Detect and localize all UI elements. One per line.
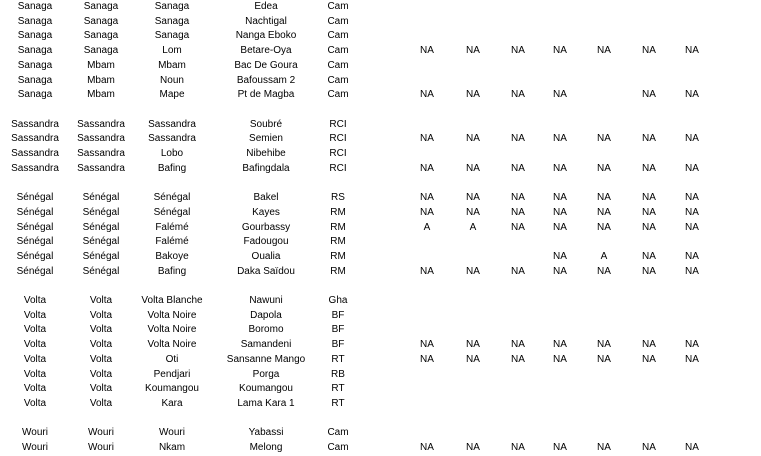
value-8-cell — [676, 162, 761, 176]
river-cell: Sassandra — [148, 133, 196, 145]
value-6-cell: NA — [642, 265, 656, 277]
basin-cell: Volta — [23, 383, 47, 395]
value-8-cell — [676, 294, 761, 308]
sub-basin-cell: Volta — [89, 339, 113, 351]
country-cell: Gha — [328, 295, 348, 306]
value-2-cell: NA — [466, 192, 480, 204]
station-cell: Samandeni — [240, 339, 292, 351]
value-7-cell: NA — [685, 265, 699, 277]
value-3-cell: NA — [511, 265, 525, 277]
value-3-cell: NA — [511, 133, 525, 145]
value-8-cell — [676, 338, 761, 352]
station-cell: Yabassi — [248, 427, 284, 439]
value-8-cell — [676, 397, 761, 411]
river-cell: Oti — [165, 353, 179, 365]
river-cell: Volta Noire — [147, 309, 197, 321]
value-1-cell: NA — [420, 442, 434, 453]
value-7-cell: NA — [685, 221, 699, 233]
country-cell: BF — [331, 339, 345, 351]
table-row — [0, 162, 761, 176]
table-row — [0, 29, 761, 43]
station-cell: Bakel — [253, 192, 279, 204]
value-3-cell: NA — [511, 206, 525, 218]
river-cell: Sanaga — [154, 30, 190, 42]
sub-basin-cell: Mbam — [87, 59, 115, 71]
value-4-cell: NA — [553, 353, 567, 365]
blank-row — [0, 103, 761, 117]
value-8-cell — [676, 412, 761, 426]
basin-cell: Sanaga — [17, 1, 53, 12]
value-1-cell: NA — [420, 206, 434, 218]
sub-basin-cell: Volta — [89, 309, 113, 321]
station-cell: Bac De Goura — [234, 59, 298, 71]
value-6-cell: NA — [642, 162, 656, 174]
value-7-cell: NA — [685, 206, 699, 218]
table-row — [0, 235, 761, 249]
table-row — [0, 88, 761, 102]
value-5-cell: A — [600, 250, 608, 262]
value-3-cell: NA — [511, 339, 525, 351]
value-6-cell: NA — [642, 89, 656, 101]
basin-cell: Volta — [23, 339, 47, 351]
table-row — [0, 265, 761, 279]
station-cell: Semien — [249, 133, 283, 145]
river-cell: Falémé — [155, 221, 189, 233]
value-2-cell: NA — [466, 162, 480, 174]
sub-basin-cell: Volta — [89, 295, 113, 306]
station-cell: Sansanne Mango — [226, 353, 306, 365]
value-8-cell — [676, 176, 761, 190]
value-8-cell — [676, 15, 761, 29]
country-cell: BF — [331, 324, 345, 336]
station-cell: Nachtigal — [245, 15, 287, 27]
station-cell: Koumangou — [239, 383, 293, 395]
value-2-cell: NA — [466, 353, 480, 365]
value-8-cell — [676, 103, 761, 117]
value-7-cell: NA — [685, 339, 699, 351]
value-2-cell: NA — [466, 206, 480, 218]
value-5-cell: NA — [597, 353, 611, 365]
river-cell: Noun — [160, 74, 184, 86]
value-5-cell: NA — [597, 339, 611, 351]
sub-basin-cell: Sénégal — [82, 221, 120, 233]
sub-basin-cell: Volta — [89, 383, 113, 395]
river-cell: Sénégal — [153, 206, 191, 218]
basin-cell: Volta — [23, 324, 47, 336]
value-8-cell — [676, 0, 761, 14]
table-row — [0, 191, 761, 205]
value-3-cell: NA — [511, 353, 525, 365]
country-cell: RCI — [329, 148, 347, 159]
value-3-cell: NA — [511, 442, 525, 453]
station-cell: Bafingdala — [242, 162, 290, 174]
country-cell: Cam — [327, 30, 349, 42]
station-cell: Nibehibe — [246, 148, 286, 159]
value-1-cell: NA — [420, 339, 434, 351]
station-cell: Betare-Oya — [240, 45, 292, 57]
table-row — [0, 44, 761, 58]
value-2-cell: NA — [466, 442, 480, 453]
river-cell: Falémé — [155, 236, 189, 248]
station-cell: Kayes — [252, 206, 280, 218]
river-cell: Koumangou — [145, 383, 199, 395]
sub-basin-cell: Sanaga — [83, 45, 119, 57]
river-cell: Bafing — [157, 162, 187, 174]
table-row — [0, 338, 761, 352]
value-4-cell: NA — [553, 162, 567, 174]
value-5-cell: NA — [597, 45, 611, 57]
sub-basin-cell: Mbam — [87, 74, 115, 86]
river-cell: Nkam — [158, 442, 186, 453]
sub-basin-cell: Sénégal — [82, 250, 120, 262]
river-cell: Kara — [161, 397, 183, 409]
value-2-cell: NA — [466, 45, 480, 57]
value-1-cell: NA — [420, 133, 434, 145]
value-6-cell: NA — [642, 221, 656, 233]
value-8-cell — [676, 309, 761, 323]
basin-cell: Volta — [23, 368, 47, 380]
sub-basin-cell: Volta — [89, 353, 113, 365]
value-8-cell — [676, 206, 761, 220]
value-5-cell: NA — [597, 442, 611, 453]
value-8-cell — [676, 382, 761, 396]
country-cell: RCI — [329, 162, 347, 174]
station-cell: Melong — [249, 442, 283, 453]
basin-cell: Sanaga — [17, 15, 53, 27]
value-6-cell: NA — [642, 133, 656, 145]
basin-cell: Sanaga — [17, 45, 53, 57]
value-7-cell: NA — [685, 250, 699, 262]
river-cell: Mape — [159, 89, 185, 101]
value-8-cell — [676, 147, 761, 161]
basin-cell: Sénégal — [16, 206, 54, 218]
value-2-cell: NA — [466, 133, 480, 145]
country-cell: RS — [331, 192, 345, 204]
table-row — [0, 250, 761, 264]
value-8-cell — [676, 368, 761, 382]
sub-basin-cell: Sassandra — [77, 162, 125, 174]
basin-cell: Sassandra — [11, 118, 59, 130]
basin-cell: Wouri — [22, 427, 48, 439]
river-cell: Pendjari — [153, 368, 191, 380]
value-4-cell: NA — [553, 265, 567, 277]
country-cell: Cam — [327, 45, 349, 57]
river-cell: Sassandra — [148, 118, 196, 130]
basin-cell: Sénégal — [16, 265, 54, 277]
value-5-cell: NA — [597, 133, 611, 145]
basin-cell: Sanaga — [17, 30, 53, 42]
value-7-cell: NA — [685, 162, 699, 174]
value-8-cell — [676, 323, 761, 337]
value-8-cell — [676, 132, 761, 146]
country-cell: RM — [330, 236, 346, 248]
basin-cell: Wouri — [22, 442, 48, 453]
value-4-cell: NA — [553, 133, 567, 145]
country-cell: Cam — [327, 442, 349, 453]
value-6-cell: NA — [642, 45, 656, 57]
blank-row — [0, 412, 761, 426]
value-5-cell: NA — [597, 192, 611, 204]
station-cell: Nawuni — [249, 295, 283, 306]
basin-cell: Sanaga — [17, 59, 53, 71]
river-cell: Volta Noire — [147, 324, 197, 336]
table-row — [0, 353, 761, 367]
value-4-cell: NA — [553, 206, 567, 218]
value-4-cell: NA — [553, 339, 567, 351]
river-cell: Sénégal — [153, 192, 191, 204]
value-8-cell — [676, 74, 761, 88]
value-8-cell — [676, 265, 761, 279]
value-6-cell: NA — [642, 442, 656, 453]
basin-cell: Sassandra — [11, 148, 59, 159]
station-cell: Daka Saïdou — [237, 265, 295, 277]
sub-basin-cell: Sénégal — [82, 206, 120, 218]
sub-basin-cell: Mbam — [87, 89, 115, 101]
value-5-cell: NA — [597, 162, 611, 174]
river-cell: Volta Blanche — [141, 295, 203, 306]
value-8-cell — [676, 88, 761, 102]
value-8-cell — [676, 279, 761, 293]
river-cell: Volta Noire — [147, 339, 197, 351]
country-cell: Cam — [327, 89, 349, 101]
table-row — [0, 397, 761, 411]
value-6-cell: NA — [642, 192, 656, 204]
value-4-cell: NA — [553, 89, 567, 101]
basin-cell: Sanaga — [17, 74, 53, 86]
station-cell: Lama Kara 1 — [237, 397, 295, 409]
value-1-cell: NA — [420, 162, 434, 174]
value-1-cell: NA — [420, 265, 434, 277]
table-row — [0, 147, 761, 161]
value-2-cell: NA — [466, 265, 480, 277]
sub-basin-cell: Sénégal — [82, 236, 120, 248]
country-cell: RT — [331, 353, 345, 365]
basin-cell: Sénégal — [16, 236, 54, 248]
river-cell: Mbam — [158, 59, 186, 71]
country-cell: RT — [331, 397, 345, 409]
table-row — [0, 118, 761, 132]
value-4-cell: NA — [553, 442, 567, 453]
basin-cell: Volta — [23, 309, 47, 321]
value-4-cell: NA — [553, 45, 567, 57]
country-cell: RCI — [329, 133, 347, 145]
station-cell: Pt de Magba — [237, 89, 295, 101]
value-8-cell — [676, 250, 761, 264]
station-cell: Boromo — [248, 324, 284, 336]
river-cell: Lom — [162, 45, 182, 57]
value-4-cell: NA — [553, 192, 567, 204]
river-cell: Bafing — [157, 265, 187, 277]
sub-basin-cell: Volta — [89, 397, 113, 409]
basin-cell: Sénégal — [16, 250, 54, 262]
value-8-cell — [676, 44, 761, 58]
basin-cell: Sassandra — [11, 162, 59, 174]
table-row — [0, 441, 761, 455]
value-4-cell: NA — [553, 250, 567, 262]
value-5-cell: NA — [597, 206, 611, 218]
value-8-cell — [676, 353, 761, 367]
basin-cell: Sanaga — [17, 89, 53, 101]
value-7-cell: NA — [685, 45, 699, 57]
value-5-cell: NA — [597, 221, 611, 233]
value-8-cell — [676, 221, 761, 235]
river-cell: Lobo — [160, 148, 184, 159]
value-2-cell: A — [469, 221, 477, 233]
basin-cell: Sénégal — [16, 192, 54, 204]
sub-basin-cell: Sanaga — [83, 30, 119, 42]
station-cell: Gourbassy — [241, 221, 291, 233]
sub-basin-cell: Sénégal — [82, 265, 120, 277]
country-cell: RB — [331, 368, 345, 380]
station-cell: Oualia — [251, 250, 281, 262]
value-7-cell: NA — [685, 353, 699, 365]
table-row — [0, 221, 761, 235]
value-7-cell: NA — [685, 133, 699, 145]
river-cell: Bakoye — [155, 250, 189, 262]
sub-basin-cell: Wouri — [88, 442, 114, 453]
value-3-cell: NA — [511, 162, 525, 174]
station-cell: Nanga Eboko — [235, 30, 297, 42]
table-row — [0, 74, 761, 88]
sub-basin-cell: Volta — [89, 324, 113, 336]
value-6-cell: NA — [642, 353, 656, 365]
basin-cell: Sassandra — [11, 133, 59, 145]
blank-row — [0, 176, 761, 190]
river-cell: Wouri — [159, 427, 185, 439]
value-8-cell — [676, 426, 761, 440]
sub-basin-cell: Volta — [89, 368, 113, 380]
country-cell: RM — [330, 265, 346, 277]
country-cell: RT — [331, 383, 345, 395]
value-8-cell — [676, 191, 761, 205]
value-8-cell — [676, 441, 761, 455]
value-8-cell — [676, 118, 761, 132]
value-3-cell: NA — [511, 45, 525, 57]
basin-cell: Volta — [23, 295, 47, 306]
station-cell: Dapola — [250, 309, 282, 321]
basin-cell: Sénégal — [16, 221, 54, 233]
table-row — [0, 206, 761, 220]
table-row — [0, 59, 761, 73]
country-cell: RM — [330, 250, 346, 262]
river-cell: Sanaga — [154, 15, 190, 27]
sub-basin-cell: Sassandra — [77, 133, 125, 145]
value-2-cell: NA — [466, 89, 480, 101]
sub-basin-cell: Sanaga — [83, 1, 119, 12]
value-7-cell: NA — [685, 89, 699, 101]
station-cell: Fadougou — [243, 236, 289, 248]
table-row — [0, 294, 761, 308]
table-row — [0, 426, 761, 440]
station-cell: Soubré — [249, 118, 283, 130]
basin-cell: Volta — [23, 397, 47, 409]
table-row — [0, 323, 761, 337]
value-4-cell: NA — [553, 221, 567, 233]
value-5-cell: NA — [597, 265, 611, 277]
table-row — [0, 15, 761, 29]
value-1-cell: NA — [420, 192, 434, 204]
station-cell: Edea — [254, 1, 278, 12]
table-row — [0, 0, 761, 14]
country-cell: RM — [330, 206, 346, 218]
value-1-cell: NA — [420, 45, 434, 57]
sub-basin-cell: Wouri — [88, 427, 114, 439]
value-2-cell: NA — [466, 339, 480, 351]
sub-basin-cell: Sanaga — [83, 15, 119, 27]
sub-basin-cell: Sénégal — [82, 192, 120, 204]
country-cell: RM — [330, 221, 346, 233]
country-cell: Cam — [327, 74, 349, 86]
country-cell: Cam — [327, 427, 349, 439]
value-3-cell: NA — [511, 221, 525, 233]
country-cell: BF — [331, 309, 345, 321]
basin-cell: Volta — [23, 353, 47, 365]
value-3-cell: NA — [511, 192, 525, 204]
blank-row — [0, 279, 761, 293]
table-row — [0, 132, 761, 146]
station-cell: Porga — [252, 368, 280, 380]
value-8-cell — [676, 59, 761, 73]
table-row — [0, 309, 761, 323]
value-1-cell: NA — [420, 353, 434, 365]
sub-basin-cell: Sassandra — [77, 118, 125, 130]
value-8-cell — [676, 29, 761, 43]
value-6-cell: NA — [642, 339, 656, 351]
sub-basin-cell: Sassandra — [77, 148, 125, 159]
value-1-cell: NA — [420, 89, 434, 101]
river-cell: Sanaga — [154, 1, 190, 12]
value-1-cell: A — [423, 221, 431, 233]
country-cell: Cam — [327, 15, 349, 27]
table-row — [0, 368, 761, 382]
country-cell: Cam — [327, 1, 349, 12]
country-cell: Cam — [327, 59, 349, 71]
value-6-cell: NA — [642, 250, 656, 262]
table-row — [0, 382, 761, 396]
value-3-cell: NA — [511, 89, 525, 101]
station-cell: Bafoussam 2 — [236, 74, 296, 86]
value-7-cell: NA — [685, 192, 699, 204]
country-cell: RCI — [329, 118, 347, 130]
value-8-cell — [676, 235, 761, 249]
value-6-cell: NA — [642, 206, 656, 218]
value-7-cell: NA — [685, 442, 699, 453]
